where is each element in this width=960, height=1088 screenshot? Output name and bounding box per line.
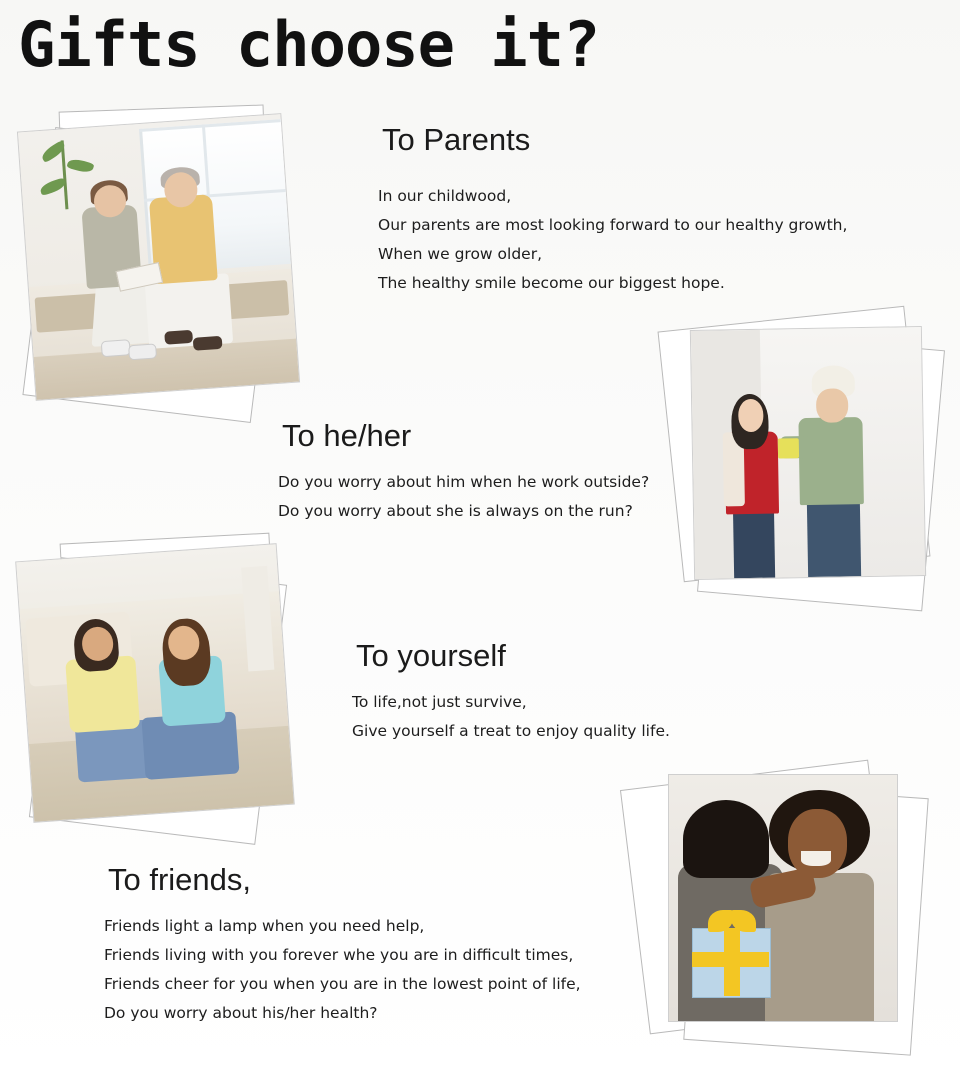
photo-parents: [17, 113, 300, 401]
photo-he-her: [690, 326, 926, 580]
text-line: Our parents are most looking forward to our healthy growth,: [378, 216, 848, 234]
paragraph-to-parents: [378, 182, 847, 298]
heading-to-parents: To Parents: [382, 122, 531, 157]
heading-to-yourself: To yourself: [356, 638, 506, 673]
paragraph-to-yourself: [352, 688, 670, 746]
text-line: Friends living with you forever whe you are in difficult times,: [104, 946, 574, 964]
text-line: The healthy smile become our biggest hope.: [378, 274, 725, 292]
heading-to-friends: To friends,: [108, 862, 252, 897]
paragraph-to-he-her: [278, 468, 649, 526]
heading-to-he-her: To he/her: [282, 418, 412, 453]
text-line: Do you worry about she is always on the run?: [278, 502, 633, 520]
photo-stack-he-her: [648, 300, 948, 630]
photo-stack-friends: [620, 748, 950, 1068]
text-line: When we grow older,: [378, 245, 542, 263]
text-line: In our childwood,: [378, 187, 512, 205]
photo-stack-parents: [8, 100, 338, 430]
text-line: Do you worry about his/her health?: [104, 1004, 378, 1022]
text-line: To life,not just survive,: [352, 693, 527, 711]
text-line: Give yourself a treat to enjoy quality life.: [352, 722, 670, 740]
photo-yourself: [15, 543, 295, 823]
text-line: Do you worry about him when he work outside?: [278, 473, 650, 491]
photo-friends: [668, 774, 898, 1022]
text-line: Friends cheer for you when you are in the lowest point of life,: [104, 975, 581, 993]
paragraph-to-friends: [104, 912, 581, 1028]
text-line: Friends light a lamp when you need help,: [104, 917, 425, 935]
page-title: Gifts choose it?: [18, 8, 600, 81]
photo-stack-yourself: [8, 530, 338, 850]
